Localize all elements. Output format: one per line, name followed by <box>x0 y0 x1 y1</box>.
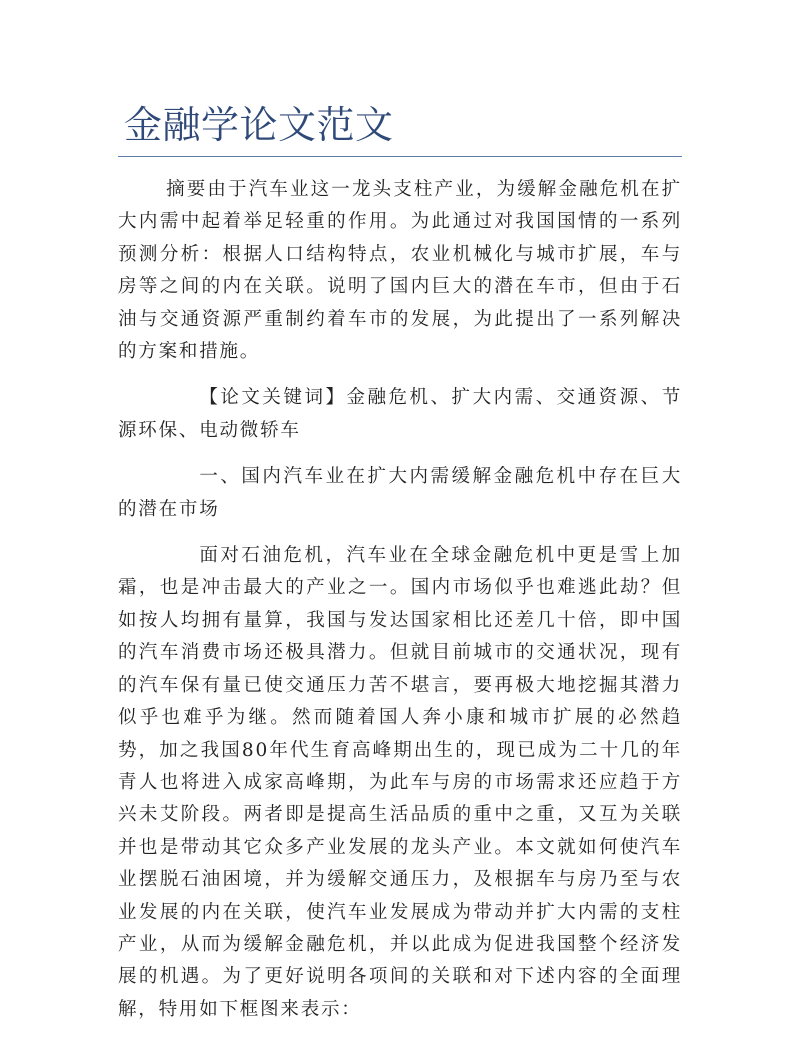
document-body <box>118 174 682 1040</box>
document-title: 金融学论文范文 <box>124 103 394 147</box>
title-divider <box>118 156 682 157</box>
body-paragraph: 面对石油危机，汽车业在全球金融危机中更是雪上加霜，也是冲击最大的产业之一。国内市场似乎也难逃此劫？但如按人均拥有量算，我国与发达国家相比还差几十倍，即中国的汽车消费市场还极具潜力。但就目前城市的交通状况，现有的汽车保有量已使交通压力苦不堪言，要再极大地挖掘其潜力似乎也难乎为继。然而随着国人奔小康和城市扩展的必然趋势，加之我国80年代生育高峰期出生的，现已成为二十几的年青人也将进入成家高峰期，为此车与房的市场需求还应趋于方兴未艾阶段。两者即是提高生活品质的重中之重，又互为关联并也是带动其它众多产业发展的龙头产业。本文就如何使汽车业摆脱石油困境，并为缓解交通压力，及根据车与房乃至与农业发展的内在关联，使汽车业发展成为带动并扩大内需的支柱产业，从而为缓解金融危机，并以此成为促进我国整个经济发展的机遇。为了更好说明各项间的关联和对下述内容的全面理解，特用如下框图来表示： <box>118 545 682 1020</box>
section-heading-1: 一、国内汽车业在扩大内需缓解金融危机中存在巨大的潜在市场 <box>118 466 682 520</box>
abstract-paragraph: 摘要由于汽车业这一龙头支柱产业，为缓解金融危机在扩大内需中起着举足轻重的作用。为此通过对我国国情的一系列预测分析：根据人口结构特点，农业机械化与城市扩展，车与房等之间的内在关联。说明了国内巨大的潜在车市，但由于石油与交通资源严重制约着车市的发展，为此提出了一系列解决的方案和措施。 <box>118 179 682 363</box>
keywords-paragraph: 【论文关键词】金融危机、扩大内需、交通资源、节源环保、电动微轿车 <box>118 387 682 441</box>
